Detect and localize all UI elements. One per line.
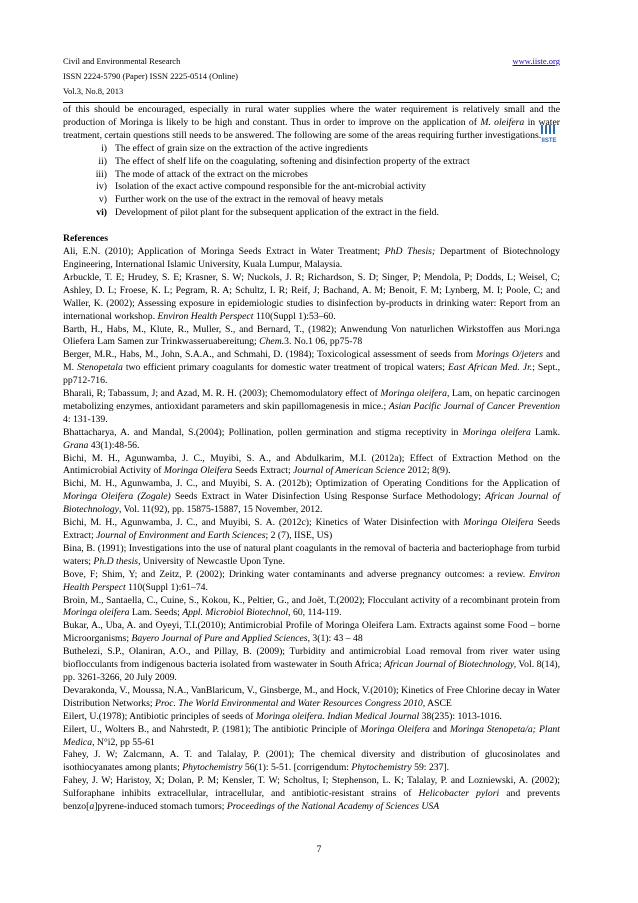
reference-entry <box>63 775 560 814</box>
reference-italic: Moringa Oleifera (Zogale) <box>63 491 171 503</box>
list-text: The mode of attack of the extract on the microbes <box>115 168 308 180</box>
reference-text: Broin, M., Santaella, C., Cuine, S., Kokou, K., Peltier, G., and Joët, T.(2002); Flocculant activity of a recombinant protein from <box>63 594 560 606</box>
reference-italic: East African Med. Jr. <box>447 362 533 374</box>
list-item <box>63 181 560 194</box>
reference-italic: Helicobacter pylori <box>418 788 500 800</box>
list-text: The effect of grain size on the extraction of the active ingredients <box>115 142 368 154</box>
reference-entry <box>63 349 560 388</box>
list-number: i) <box>101 142 107 154</box>
reference-text: 110(Suppl 1):53–60. <box>253 310 336 322</box>
page-body <box>63 104 560 814</box>
list-item <box>63 194 560 207</box>
list-item <box>63 207 560 220</box>
reference-italic: African Journal of Biotechnology <box>63 491 560 516</box>
reference-text: Arbuckle, T. E; Hrudey, S. E; Krasner, S. W; Nuckols, J. R; Richardson, S. D; Singer, P; Mendola, P; Dodds, L; Weisel, C; Ashley, D. L; Froese, K. L; Pegram, R. A; Schultz, I. R; Reif, J; Bachand, A. M; Benoit, F. M; Lynberg, M. I; Poole, C; and Waller, K. (2002); Assessing exposure in epidemiologic studies to disinfection by-products in drinking water: Report from an international workshop. <box>63 271 560 322</box>
reference-italic: Stenopetala <box>77 362 123 374</box>
reference-text: and <box>429 723 450 735</box>
reference-text: 3. No.1 06, pp75-78 <box>284 336 363 348</box>
reference-text: 59: 237]. <box>411 762 450 774</box>
reference-text: , Lam, on hepatic carcinogen metabolizing enzymes, antioxidant parameters and skin papillomagenesis in mice.; <box>63 388 561 412</box>
reference-entry <box>63 646 560 685</box>
reference-text: ; 2 (7), IISE, US) <box>265 530 333 541</box>
logo-text: IISTE <box>541 138 557 144</box>
reference-text: Seeds Extract; <box>232 465 294 477</box>
header-rule <box>63 102 560 103</box>
reference-italic: Moringa Oleifera <box>360 723 430 735</box>
list-text: Isolation of the exact active compound responsible for the ant-microbial activity <box>115 181 426 193</box>
reference-italic: Moringa Oleifera <box>463 517 534 529</box>
reference-text: , 3(1): 43 – 48 <box>307 633 363 645</box>
reference-text: Fahey, J. W; Haristoy, X; Dolan, P. M; Kensler, T. W; Scholtus, I; Stephenson, L. K; Talalay, P. and Lozniewski, A. (2002); Sulforaphane inhibits extracellular, intracellular, and antibiotic-resistant strains of <box>63 775 560 800</box>
reference-entry <box>63 620 560 646</box>
intro-paragraph: of this should be encouraged, especially in rural water supplies where the water requirement is relatively small and the production of Moringa is likely to be high and constant. Thus in order to improve on the application of M. oleifera in water treatment, certain questions still needs to be answered. The following are some of the areas requiring further investigations. <box>63 104 560 141</box>
reference-entry <box>63 478 560 517</box>
reference-text: Bove, F; Shim, Y; and Zeitz, P. (2002); Drinking water contaminants and adverse pregnancy outcomes: a review. <box>63 568 530 580</box>
reference-text: ; Sept., pp712-716. <box>63 362 560 387</box>
reference-text: Bichi, M. H., Agunwamba, J. C., Muyibi, S. A., and Abdulkarim, M.I. (2012a); Effect of Extraction Method on the Antimicrobial Activity of <box>63 452 560 477</box>
reference-italic: Moringa Stenopeta/a; Plant Medica <box>63 723 560 748</box>
reference-entry <box>63 543 560 569</box>
reference-italic: Journal of Environment and Earth Sciences <box>96 530 266 541</box>
list-number: ii) <box>98 155 107 167</box>
reference-italic: Journal of American Science <box>293 465 406 477</box>
volume: Vol.3, No.8, 2013 <box>63 86 124 96</box>
list-item <box>63 143 560 156</box>
reference-entry <box>63 246 560 272</box>
references-heading: References <box>63 233 109 245</box>
reference-text: , Vol. 11(92), pp. 15875-15887, 15 November, 2012. <box>118 504 323 516</box>
reference-text: two efficient primary coagulants for domestic water treatment of tropical waters; <box>122 362 448 374</box>
reference-text: 38(235): 1013-1016. <box>419 710 502 722</box>
reference-text: 4: 131-139. <box>63 413 108 425</box>
investigation-list <box>63 143 560 220</box>
reference-text: Lam. Seeds; <box>129 607 183 619</box>
reference-italic: Grana <box>63 439 89 451</box>
list-text: Further work on the use of the extract in the removal of heavy metals <box>115 194 384 206</box>
reference-italic: Moringa oleifera <box>380 388 448 400</box>
reference-italic: Moringa oleifera <box>63 607 130 619</box>
reference-text: ]pyrene-induced stomach tumors; <box>94 801 227 813</box>
reference-text: , 60, 114-119. <box>288 607 342 619</box>
reference-italic: Proc. The World Environmental and Water Resources Congress 2010 <box>155 697 423 709</box>
reference-text: 43(1):48-56. <box>88 439 140 451</box>
reference-italic: Morings O/jeters <box>476 349 544 361</box>
reference-entry <box>63 685 560 711</box>
reference-italic: Environ Health Perspect <box>157 310 254 322</box>
reference-italic: Phytochemistry <box>351 762 412 774</box>
reference-text: Seeds Extract; <box>63 517 560 541</box>
reference-text: Bichi, M. H., Agunwamba, J. C., and Muyibi, S. A. (2012c); Kinetics of Water Disinfection with <box>63 517 464 529</box>
reference-entry <box>63 427 560 453</box>
reference-italic: Phytochemistry <box>182 762 243 774</box>
list-number: vi) <box>96 207 107 219</box>
reference-text: and prevents benzo[ <box>63 788 560 813</box>
list-number: iii) <box>95 168 107 180</box>
reference-text: Department of Biotechnology Engineering, International Islamic University, Kuala Lumpur, Malaysia. <box>63 246 560 270</box>
reference-text: Eilert, U.(1978); Antibiotic principles of seeds of <box>63 710 256 722</box>
reference-text: , University of Newcastle Upon Tyne. <box>138 555 285 567</box>
reference-text: Bharali, R; Tabassum, J; and Azad, M. R. H. (2003); Chemomodulatory effect of <box>63 388 381 400</box>
reference-italic: Ph.D thesis <box>93 555 139 567</box>
reference-text: 110(Suppl 1):61–74. <box>125 581 208 593</box>
reference-text: Bhattacharya, A. and Mandal, S.(2004); Pollination, pollen germination and stigma receptivity in <box>63 426 463 438</box>
reference-text: Barth, H., Habs, M., Klute, R., Muller, S., and Bernard, T., (1982); Anwendung Von naturlichen Wirkstoffen aus Mori.nga Oliefera Lam Samen zur Trinkwasseruabereitung; <box>63 323 560 348</box>
reference-text: Fahey, J. W; Zalcmann, A. T. and Talalay, P. (2001); The chemical diversity and distribution of glucosinolates and isothiocyanates among plants; <box>63 749 560 774</box>
reference-text: and M. <box>63 349 561 374</box>
list-text: The effect of shelf life on the coagulating, softening and disinfection property of the extract <box>115 155 470 167</box>
list-item <box>63 169 560 182</box>
reference-italic: Asian Pacific Journal of Cancer Prevention <box>388 400 560 412</box>
reference-entry <box>63 569 560 595</box>
reference-entry <box>63 453 560 479</box>
issn: ISSN 2224-5790 (Paper) ISSN 2225-0514 (Online) <box>63 71 238 81</box>
reference-entry <box>63 517 560 543</box>
reference-list <box>63 246 560 814</box>
reference-text: Ali, E.N. (2010); Application of Moringa Seeds Extract in Water Treatment; <box>63 246 385 258</box>
reference-text: Buthelezi, S.P., Olaniran, A.O., and Pillay, B. (2009); Turbidity and antimicrobial Load removal from river water using bioflocculants from indigenous bacteria isolated from wastewater in South Africa; <box>63 646 560 671</box>
reference-italic: PhD Thesis; <box>384 246 436 258</box>
reference-entry <box>63 724 560 750</box>
reference-italic: African Journal of Biotechnology, <box>384 659 517 671</box>
reference-italic: a <box>89 801 95 813</box>
list-number: iv) <box>96 181 107 193</box>
reference-entry <box>63 324 560 350</box>
reference-italic: Moringa Oleifera <box>163 465 233 477</box>
reference-italic: Proceedings of the National Academy of Sciences USA <box>226 801 440 813</box>
reference-text: , ASCE <box>422 697 452 709</box>
list-item <box>63 156 560 169</box>
reference-italic: Chem. <box>259 336 285 348</box>
journal-name: Civil and Environmental Research <box>63 56 181 66</box>
reference-text: Seeds Extract in Water Disinfection Using Response Surface Methodology; <box>170 491 486 503</box>
reference-text: Bichi, M. H., Agunwamba, J. C., and Muyibi, S. A. (2012b); Optimization of Operating Conditions for the Application of <box>63 478 560 490</box>
reference-text: Vol. 8(14), pp. 3261-3266, 20 July 2009. <box>63 659 560 683</box>
reference-text: Bina, B. (1991); Investigations into the use of natural plant coagulants in the removal of bacteria and bacteriophage from turbid waters; <box>63 542 560 567</box>
reference-entry <box>63 749 560 775</box>
reference-text: Bukar, A., Uba, A. and Oyeyi, T.I.(2010); Antimicrobial Profile of Moringa Oleifera Lam. Extracts against some Food – borne Microorganisms; <box>63 620 560 645</box>
reference-text: 2012; 8(9). <box>405 465 451 477</box>
reference-text: Lamk. <box>530 426 560 438</box>
list-text: Development of pilot plant for the subsequent application of the extract in the field. <box>115 207 439 219</box>
reference-text: Berger, M.R., Habs, M., John, S.A.A., and Schmahi, D. (1984); Toxicological assessment of seeds from <box>63 349 476 361</box>
page-number: 7 <box>316 845 322 855</box>
reference-italic: Moringa oleifera. Indian Medical Journal <box>255 710 420 722</box>
reference-italic: Moringa oleifera <box>462 426 531 438</box>
reference-entry <box>63 388 560 427</box>
reference-entry <box>63 272 560 324</box>
reference-text: 56(1): 5-51. [corrigendum: <box>242 762 352 774</box>
list-number: v) <box>98 194 107 206</box>
reference-italic: Bayero Journal of Pure and Applied Sciences <box>131 633 308 645</box>
journal-url-link[interactable]: www.iiste.org <box>512 56 560 66</box>
reference-italic: Environ Health Perspect <box>63 568 560 593</box>
reference-italic: Appl. Microbiol Biotechnol <box>182 607 289 619</box>
reference-entry <box>63 711 560 724</box>
reference-text: , N°i2, pp 55-61 <box>92 736 155 748</box>
reference-text: Devarakonda, V., Moussa, N.A., VanBlaricum, V., Ginsberge, M., and Hock, V.(2010); Kinetics of Free Chlorine decay in Water Distribution Networks; <box>63 684 560 709</box>
reference-text: Eilert, U., Wolters B., and Nahrstedt, P. (1981); The antibiotic Principle of <box>63 723 361 735</box>
reference-entry <box>63 595 560 621</box>
